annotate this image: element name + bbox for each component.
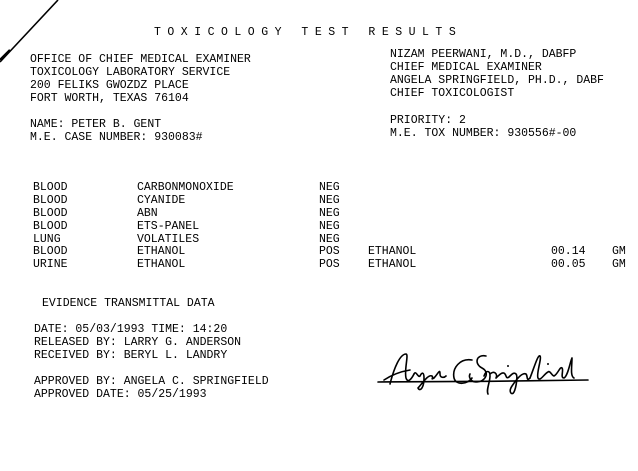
specimen: BLOOD (33, 220, 68, 233)
office-address: 200 FELIKS GWOZDZ PLACE (30, 79, 189, 92)
table-row (0, 194, 638, 207)
lab-name: TOXICOLOGY LABORATORY SERVICE (30, 66, 231, 79)
result: POS (319, 258, 340, 271)
test-name: ABN (137, 207, 158, 220)
toxicologist-title: CHIEF TOXICOLOGIST (390, 87, 515, 100)
specimen: LUNG (33, 233, 61, 246)
test-name: VOLATILES (137, 233, 200, 246)
unit: GM (612, 245, 626, 258)
approved-date: APPROVED DATE: 05/25/1993 (34, 388, 207, 401)
document-title: TOXICOLOGY TEST RESULTS (154, 26, 463, 39)
analyte: ETHANOL (368, 245, 417, 258)
test-name: ETHANOL (137, 245, 186, 258)
analyte: ETHANOL (368, 258, 417, 271)
value: 00.14 (551, 245, 586, 258)
unit: GM (612, 258, 626, 271)
specimen: BLOOD (33, 207, 68, 220)
me-case-number: M.E. CASE NUMBER: 930083# (30, 131, 203, 144)
result: NEG (319, 233, 340, 246)
test-name: ETHANOL (137, 258, 186, 271)
result: NEG (319, 207, 340, 220)
test-name: CYANIDE (137, 194, 186, 207)
evidence-date-time: DATE: 05/03/1993 TIME: 14:20 (34, 323, 228, 336)
value: 00.05 (551, 258, 586, 271)
table-row (0, 220, 638, 233)
table-row (0, 245, 638, 258)
result: POS (319, 245, 340, 258)
test-name: CARBONMONOXIDE (137, 181, 234, 194)
result: NEG (319, 181, 340, 194)
specimen: BLOOD (33, 194, 68, 207)
evidence-heading: EVIDENCE TRANSMITTAL DATA (42, 297, 215, 310)
released-by: RELEASED BY: LARRY G. ANDERSON (34, 336, 242, 349)
received-by: RECEIVED BY: BERYL L. LANDRY (34, 349, 228, 362)
approved-by: APPROVED BY: ANGELA C. SPRINGFIELD (34, 375, 269, 388)
priority: PRIORITY: 2 (390, 114, 466, 127)
office-city: FORT WORTH, TEXAS 76104 (30, 92, 189, 105)
table-row (0, 258, 638, 271)
table-row (0, 181, 638, 194)
test-name: ETS-PANEL (137, 220, 200, 233)
signature-image (376, 348, 596, 408)
medical-examiner-name: NIZAM PEERWANI, M.D., DABFP (390, 48, 577, 61)
specimen: URINE (33, 258, 68, 271)
specimen: BLOOD (33, 181, 68, 194)
office-name: OFFICE OF CHIEF MEDICAL EXAMINER (30, 53, 251, 66)
result: NEG (319, 194, 340, 207)
decedent-name: NAME: PETER B. GENT (30, 118, 162, 131)
specimen: BLOOD (33, 245, 68, 258)
result: NEG (319, 220, 340, 233)
tox-number: M.E. TOX NUMBER: 930556#-00 (390, 127, 577, 140)
table-row (0, 207, 638, 220)
toxicologist-name: ANGELA SPRINGFIELD, PH.D., DABF (390, 74, 604, 87)
medical-examiner-title: CHIEF MEDICAL EXAMINER (390, 61, 542, 74)
